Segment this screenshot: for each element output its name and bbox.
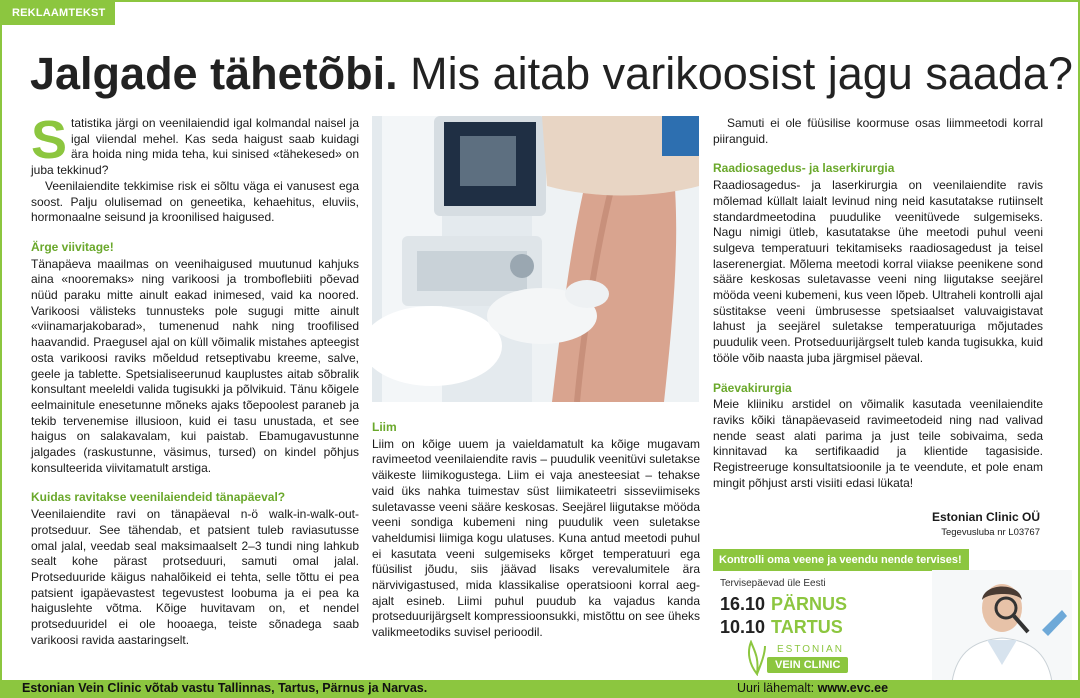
logo-top-text: ESTONIAN (777, 644, 844, 655)
logo-bottom-text: VEIN CLINIC (767, 657, 848, 673)
license-number: Tegevusluba nr L03767 (941, 527, 1040, 538)
clinic-logo (745, 640, 865, 676)
section-text-laser: Raadiosagedus- ja laserkirurgia on veenilaiendite ravis mõlemad küllalt laialt levinud ning neid kasutatakse rutiinselt standardmeetodina puudulike veenitüvede sulgemiseks. Nagu nimigi ütleb, kasutatakse ühe meetodi puhul veeni sulgeva temperatuuri tekitamiseks raadiosagedust ja teisel laserenergiat. Mõlema meetodi korral viiakse peenikene sond sääre keskosas suletavasse veeni ning liigutakse seejärel mööda veeni kubemeni, kus veen lõpeb. Ultraheli kontrolli ajal süstitakse veeni ümbrusesse spetsiaalset valuvaigistavat lahust ja seejärel suletakse temperatuuriga mõjutades puudulik veen. Protseduurijärgselt tuleb kanda tugisukka, kuid tööle võib naasta juba järgmisel päeval. (713, 178, 1043, 365)
event-date-2 (720, 617, 843, 638)
company-name: Estonian Clinic OÜ (931, 510, 1040, 524)
section-text-treatment: Veenilaiendite ravi on tänapäeval n-ö walk-in-walk-out-protseduur. See tähendab, et patsient tuleb raviasutusse omal jalal, veedab seal maksimaalselt 2–3 tundi ning lahkub sealt kohe pärast protseduuri, samuti omal jalal. Protseduuride käigus nahalõikeid ei tehta, selle tõttu ei pea patsient igapäevastest tegevustest loobuma ja ei pea ka haiguslehte võtma. Kõige huvitavam on, et nendel protseduuridel ei ole hooaega, teiste sõnadega saab varikoosi ravida aastaringselt. (31, 507, 359, 647)
section-text-glue: Liim on kõige uuem ja vaieldamatult ka kõige mugavam ravimeetod veenilaiendite ravis – puudulik veenitüvi suletakse väikeste liimikogustega. Liim ei vaja anesteesiat – tehakse vaid üks nahka tuimestav süst liimikateetri sisseviimiseks suletavasse veeni sääre keskosas. Seejärel liigutakse mööda veeni sondiga kubemeni ning puudulik veen suletakse vaheldumisi liimiga kogu ulatuses. Kuna antud meetodi puhul ei kasutata veeni sulgemiseks kõrget temperatuuri ega füüsilist jõudu, siis jäävad lisaks verevalumitele ära närvivigastused, mida klassikalise operatsiooni korral aeg-ajalt esineb. Liimi puhul puudub ka vajadus kanda protseduurijärgselt kompressioonsukki, mistõttu on see üheks valikmeetodiks suvisel perioodil. (372, 436, 700, 640)
website-link[interactable]: www.evc.ee (817, 681, 889, 695)
section-text-dont-delay: Tänapäeva maailmas on veenihaigused muutunud kahjuks aina «nooremaks» ning varikoosi ja tromboflebiiti põevad nüüd paraku mitte ainult eakad inimesed, vaid ka noored. Varikoosi välisteks tunnusteks pole sugugi mitte ainult «viinamarjakobarad», tumenenud nahk ning troofilised haavandid. Praegusel ajal on küll võimalik mistahes apteegist osta varikoosi raviks mõeldud retseptivabu kreeme, salve, geele ja tablette. Spetsialiseerunud kauplustes aitab sõbralik konsultant meeleldi valida tugisukki ja põlvikuid. Tänu kõigele eelmainitule enesetunne mõneks ajaks tõepoolest paraneb ja tekib tervenemise illusioon, kuid ei tasu unustada, et see haigus on salakavalam, kui paistab. Ebamugavustunne jalgades (raskustunne, väsimus, tursed) on kindel põhjus konsulteerida viivitamatult arstiga. (31, 256, 359, 475)
advert-tag: REKLAAMTEKST (2, 2, 115, 25)
column-1 (31, 110, 359, 649)
headline (30, 46, 1073, 102)
section-heading-day-surgery: Päevakirurgia (713, 380, 792, 395)
promo-subtitle: Tervisepäevad üle Eesti (720, 578, 826, 589)
section-heading-dont-delay: Ärge viivitage! (31, 239, 114, 254)
intro-text: tatistika järgi on veenilaiendid igal kolmandal naisel ja igal viiendal mehel. Kas seda haigust saab kuidagi ära hoida ning mida teha, kui sinised «tähekesed» on juba tekkinud? (31, 116, 359, 178)
footer-bar (2, 680, 1078, 696)
glue-continued: Samuti ei ole füüsilise koormuse osas liimmeetodi korral piiranguid. (713, 116, 1043, 146)
headline-bold: Jalgade tähetõbi. (30, 48, 398, 99)
intro-paragraph-2: Veenilaiendite tekkimise risk ei sõltu väga ei vanusest ega soost. Palju olulisemad on geneetika, kehaehitus, eluviis, hormonaalne seisund ja kroonilised haigused. (31, 178, 359, 225)
headline-rest: Mis aitab varikoosist jagu saada? (410, 48, 1073, 99)
section-text-day-surgery: Meie kliiniku arstidel on võimalik kasutada veenilaiendite raviks kõiki tänapäevaseid ravimeetodeid ning nad valivad nende seast alati parima ja just teile sobivaima, seda kinnitavad ka sertifikaadid ja klientide tagasiside. Registreeruge konsultatsioonile ja te veendute, et pole enam mingit põhjust arsti visiiti edasi lükata! (713, 397, 1043, 490)
vein-leaf-icon (745, 640, 769, 676)
event-date: 10.10 (720, 617, 766, 637)
section-heading-treatment: Kuidas ravitakse veenilaiendeid tänapäeval? (31, 490, 286, 505)
section-heading-laser: Raadiosagedus- ja laserkirurgia (713, 161, 895, 176)
event-date-1 (720, 594, 847, 615)
signature (932, 510, 1040, 538)
event-city: PÄRNUS (771, 594, 848, 614)
promo-banner: Kontrolli oma veene ja veendu nende tervises! (713, 549, 969, 571)
event-city: TARTUS (771, 617, 843, 637)
ultrasound-photo (372, 116, 699, 402)
intro-paragraph (31, 110, 359, 179)
dropcap: S (31, 110, 68, 170)
column-2 (372, 420, 700, 641)
footer-link-group (737, 681, 888, 695)
column-3 (713, 116, 1043, 491)
doctor-illustration (932, 570, 1072, 682)
footer-locations: Estonian Vein Clinic võtab vastu Tallinnas, Tartus, Pärnus ja Narvas. (22, 681, 428, 695)
section-heading-glue: Liim (372, 420, 397, 434)
event-date: 16.10 (720, 594, 766, 614)
footer-label: Uuri lähemalt: (737, 681, 815, 695)
